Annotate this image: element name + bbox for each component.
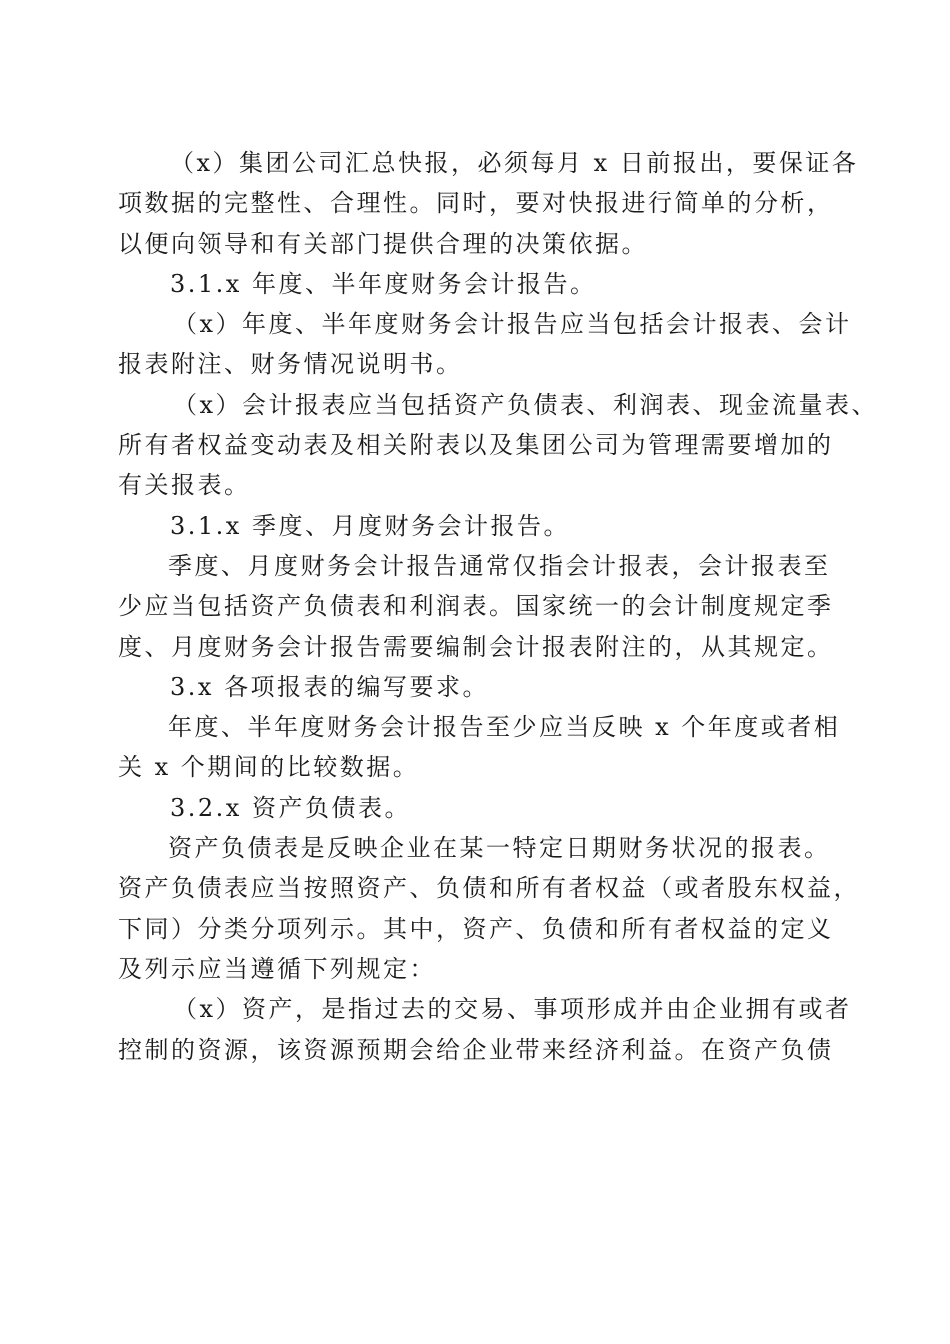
section-heading: 3.1.x 年度、半年度财务会计报告。 bbox=[170, 269, 597, 298]
text-line: 资产负债表应当按照资产、负债和所有者权益（或者股东权益， bbox=[118, 874, 860, 903]
text-line: 以便向领导和有关部门提供合理的决策依据。 bbox=[118, 229, 648, 258]
heading-annual-report bbox=[118, 264, 830, 304]
paragraph-balance-sheet-definition bbox=[118, 828, 860, 989]
text-line: 及列示应当遵循下列规定： bbox=[118, 954, 436, 983]
text-line: （x）资产，是指过去的交易、事项形成并由企业拥有或者 bbox=[173, 995, 852, 1024]
text-line: 少应当包括资产负债表和利润表。国家统一的会计制度规定季 bbox=[118, 592, 834, 621]
paragraph-annual-contents bbox=[118, 304, 852, 385]
heading-balance-sheet bbox=[118, 788, 830, 828]
text-line: （x）会计报表应当包括资产负债表、利润表、现金流量表、 bbox=[173, 390, 879, 419]
text-line: 资产负债表是反映企业在某一特定日期财务状况的报表。 bbox=[168, 834, 831, 863]
paragraph-comparison-data bbox=[118, 707, 841, 788]
heading-report-requirements bbox=[118, 667, 830, 707]
text-line: 所有者权益变动表及相关附表以及集团公司为管理需要增加的 bbox=[118, 431, 834, 460]
text-line: 关 x 个期间的比较数据。 bbox=[118, 753, 420, 782]
text-line: 报表附注、财务情况说明书。 bbox=[118, 350, 463, 379]
section-heading: 3.2.x 资产负债表。 bbox=[170, 793, 411, 822]
text-line: 度、月度财务会计报告需要编制会计报表附注的，从其规定。 bbox=[118, 632, 834, 661]
paragraph-assets-definition bbox=[118, 989, 852, 1070]
paragraph-report-tables bbox=[118, 385, 879, 506]
text-line: 控制的资源，该资源预期会给企业带来经济利益。在资产负债 bbox=[118, 1035, 834, 1064]
text-line: （x）年度、半年度财务会计报告应当包括会计报表、会计 bbox=[173, 310, 852, 339]
text-line: 有关报表。 bbox=[118, 471, 251, 500]
paragraph-quarterly-contents bbox=[118, 546, 834, 667]
text-line: 季度、月度财务会计报告通常仅指会计报表，会计报表至 bbox=[168, 551, 831, 580]
text-line: 项数据的完整性、合理性。同时，要对快报进行简单的分析， bbox=[118, 189, 834, 218]
section-heading: 3.x 各项报表的编写要求。 bbox=[170, 672, 490, 701]
heading-quarterly-report bbox=[118, 506, 830, 546]
section-heading: 3.1.x 季度、月度财务会计报告。 bbox=[170, 511, 570, 540]
text-line: （x）集团公司汇总快报，必须每月 x 日前报出，要保证各 bbox=[170, 149, 859, 177]
document-body bbox=[118, 143, 879, 1070]
paragraph-quick-report bbox=[118, 143, 859, 264]
text-line: 年度、半年度财务会计报告至少应当反映 x 个年度或者相 bbox=[168, 713, 841, 742]
text-line: 下同）分类分项列示。其中，资产、负债和所有者权益的定义 bbox=[118, 914, 834, 943]
